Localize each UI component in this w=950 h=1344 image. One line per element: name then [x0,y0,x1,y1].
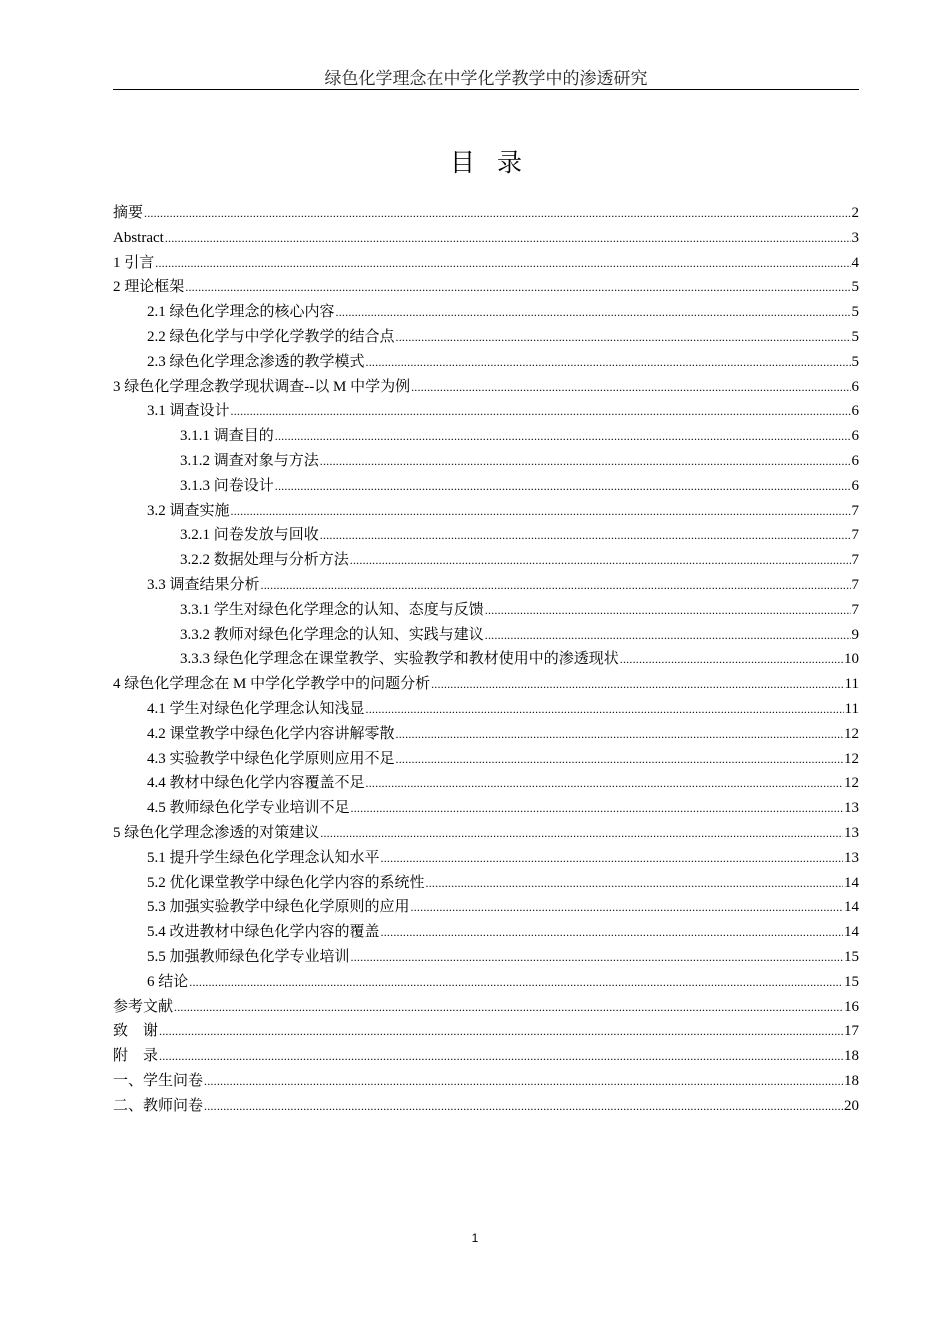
toc-entry-page: 5 [851,353,859,370]
dot-leader [485,623,851,648]
toc-entry[interactable] [113,598,859,623]
toc-entry[interactable] [113,226,859,251]
toc-entry-title: 3.3 调查结果分析 [147,576,260,593]
toc-entry[interactable] [113,424,859,449]
toc-entry[interactable] [113,1044,859,1069]
dot-leader [320,449,851,474]
toc-entry-page: 18 [844,1072,859,1089]
dot-leader [485,598,851,623]
toc-entry-title: 二、教师问卷 [113,1097,204,1114]
toc-entry-title: 4 绿色化学理念在 M 中学化学教学中的问题分析 [113,676,431,693]
toc-entry[interactable] [113,647,859,672]
dot-leader [159,1044,843,1069]
toc-entry-title: 2 理论框架 [113,279,185,296]
dot-leader [366,350,851,375]
toc-entry[interactable] [113,747,859,772]
toc-entry-page: 3 [851,229,859,246]
dot-leader [204,1069,843,1094]
dot-leader [351,796,843,821]
toc-entry[interactable] [113,325,859,350]
dot-leader [620,647,843,672]
toc-entry-page: 2 [851,205,859,221]
dot-leader [336,300,851,325]
toc-entry-page: 5 [851,328,859,345]
dot-leader [426,871,843,896]
dot-leader [155,251,850,276]
toc-entry[interactable] [113,945,859,970]
dot-leader [350,548,851,573]
toc-entry-page: 4 [851,254,859,271]
toc-entry-page: 7 [851,552,859,569]
toc-entry[interactable] [113,672,859,697]
dot-leader [320,821,843,846]
toc-entry-title: 5.4 改进教材中绿色化学内容的覆盖 [147,924,380,941]
toc-entry-title: 4.1 学生对绿色化学理念认知浅显 [147,700,365,717]
dot-leader [366,771,843,796]
dot-leader [159,1019,843,1044]
dot-leader [275,424,851,449]
toc-entry-page: 15 [844,973,859,990]
toc-entry-page: 20 [844,1097,859,1114]
toc-entry-title: 2.1 绿色化学理念的核心内容 [147,304,335,321]
toc-entry-title: 5 绿色化学理念渗透的对策建议 [113,824,320,841]
toc-entry[interactable] [113,995,859,1020]
toc-entry[interactable] [113,871,859,896]
toc-entry[interactable] [113,375,859,400]
dot-leader [165,226,851,251]
toc-entry-title: 4.3 实验教学中绿色化学原则应用不足 [147,750,395,767]
dot-leader [185,275,850,300]
dot-leader [396,325,851,350]
toc-entry[interactable] [113,573,859,598]
dot-leader [275,474,851,499]
dot-leader [381,846,843,871]
toc-entry-page: 17 [844,1023,859,1040]
dot-leader [411,895,843,920]
toc-entry[interactable] [113,523,859,548]
dot-leader [366,697,844,722]
dot-leader [261,573,851,598]
toc-entry-page: 9 [851,626,859,643]
toc-entry[interactable] [113,251,859,276]
toc-entry-page: 16 [844,998,859,1015]
toc-entry[interactable] [113,499,859,524]
toc-entry-page: 6 [851,452,859,469]
toc-entry-page: 5 [851,304,859,321]
toc-entry[interactable] [113,449,859,474]
dot-leader [144,201,850,226]
toc-entry-title: 3.3.2 教师对绿色化学理念的认知、实践与建议 [180,626,484,643]
toc-entry[interactable] [113,623,859,648]
toc-entry-title: 3.1.3 问卷设计 [180,477,274,494]
toc-entry-page: 6 [851,403,859,420]
toc-entry[interactable] [113,1094,859,1119]
toc-entry-title: 3.2 调查实施 [147,502,230,519]
toc-entry-page: 7 [851,576,859,593]
toc-entry-title: 4.5 教师绿色化学专业培训不足 [147,800,350,817]
toc-entry[interactable] [113,1069,859,1094]
toc-entry-title: 4.4 教材中绿色化学内容覆盖不足 [147,775,365,792]
toc-entry-page: 13 [844,800,859,817]
toc-entry-title: 3.1.1 调查目的 [180,428,274,445]
toc-entry[interactable] [113,399,859,424]
toc-entry-title: 4.2 课堂教学中绿色化学内容讲解零散 [147,725,395,742]
toc-entry-page: 5 [851,279,859,296]
toc-entry-title: 3.3.3 绿色化学理念在课堂教学、实验教学和教材使用中的渗透现状 [180,651,619,668]
dot-leader [231,499,851,524]
toc-entry-title: 3.3.1 学生对绿色化学理念的认知、态度与反馈 [180,601,484,618]
toc-entry-page: 14 [844,924,859,941]
toc-entry-title: 3.2.1 问卷发放与回收 [180,527,319,544]
toc-entry-title: 2.2 绿色化学与中学化学教学的结合点 [147,328,395,345]
toc-entry-page: 6 [851,378,859,395]
toc-entry-page: 12 [844,775,859,792]
page-number: 1 [471,1231,479,1245]
toc-entry-title: 5.2 优化课堂教学中绿色化学内容的系统性 [147,874,425,891]
toc-entry[interactable] [113,350,859,375]
toc-entry-title: 3.1.2 调查对象与方法 [180,452,319,469]
toc-entry[interactable] [113,920,859,945]
toc-title: 目录 [449,148,544,177]
toc-entry-title: 摘要 [113,205,144,221]
toc-entry-title: 3.1 调查设计 [147,403,230,420]
toc-entry[interactable] [113,474,859,499]
toc-entry-title: Abstract [113,229,164,246]
toc-entry-page: 11 [844,676,859,693]
running-header: 绿色化学理念在中学化学教学中的渗透研究 [324,69,648,88]
dot-leader [204,1094,843,1119]
dot-leader [381,920,843,945]
toc-entry-title: 2.3 绿色化学理念渗透的教学模式 [147,353,365,370]
toc-entry-page: 7 [851,502,859,519]
toc-entry-page: 11 [844,700,859,717]
toc-entry-page: 6 [851,428,859,445]
toc-entry[interactable] [113,275,859,300]
toc-entry[interactable] [113,970,859,995]
toc-entry-title: 致 谢 [113,1023,159,1040]
toc-entry-page: 6 [851,477,859,494]
toc-entry-page: 7 [851,527,859,544]
toc-entry-title: 1 引言 [113,254,155,271]
toc-entry[interactable] [113,697,859,722]
toc-entry[interactable] [113,796,859,821]
toc-entry-title: 6 结论 [147,973,189,990]
toc-entry[interactable] [113,548,859,573]
toc-entry-page: 7 [851,601,859,618]
toc-entry-title: 附 录 [113,1048,159,1065]
toc-entry-title: 5.3 加强实验教学中绿色化学原则的应用 [147,899,410,916]
dot-leader [231,399,851,424]
toc-entry[interactable] [113,1019,859,1044]
dot-leader [396,747,843,772]
toc-entry[interactable] [113,300,859,325]
toc-entry-title: 参考文献 [113,998,174,1015]
toc-entry-page: 14 [844,874,859,891]
toc-entry[interactable] [113,201,859,226]
dot-leader [189,970,843,995]
toc-entry-page: 15 [844,948,859,965]
table-of-contents [113,201,859,1118]
toc-entry[interactable] [113,821,859,846]
toc-entry-title: 5.5 加强教师绿色化学专业培训 [147,948,350,965]
toc-entry-title: 3 绿色化学理念教学现状调查--以 M 中学为例 [113,378,411,395]
dot-leader [174,995,843,1020]
toc-entry-page: 12 [844,725,859,742]
toc-entry[interactable] [113,895,859,920]
toc-entry-title: 一、学生问卷 [113,1072,204,1089]
dot-leader [320,523,851,548]
toc-entry-page: 12 [844,750,859,767]
toc-entry-page: 13 [844,849,859,866]
toc-entry[interactable] [113,771,859,796]
toc-entry-page: 14 [844,899,859,916]
toc-entry-title: 5.1 提升学生绿色化学理念认知水平 [147,849,380,866]
dot-leader [351,945,843,970]
toc-entry-page: 10 [844,651,859,668]
dot-leader [431,672,843,697]
dot-leader [396,722,843,747]
toc-entry-page: 18 [844,1048,859,1065]
toc-entry-page: 13 [844,824,859,841]
dot-leader [411,375,850,400]
toc-entry-title: 3.2.2 数据处理与分析方法 [180,552,349,569]
toc-entry[interactable] [113,722,859,747]
header-rule [113,89,859,90]
toc-entry[interactable] [113,846,859,871]
